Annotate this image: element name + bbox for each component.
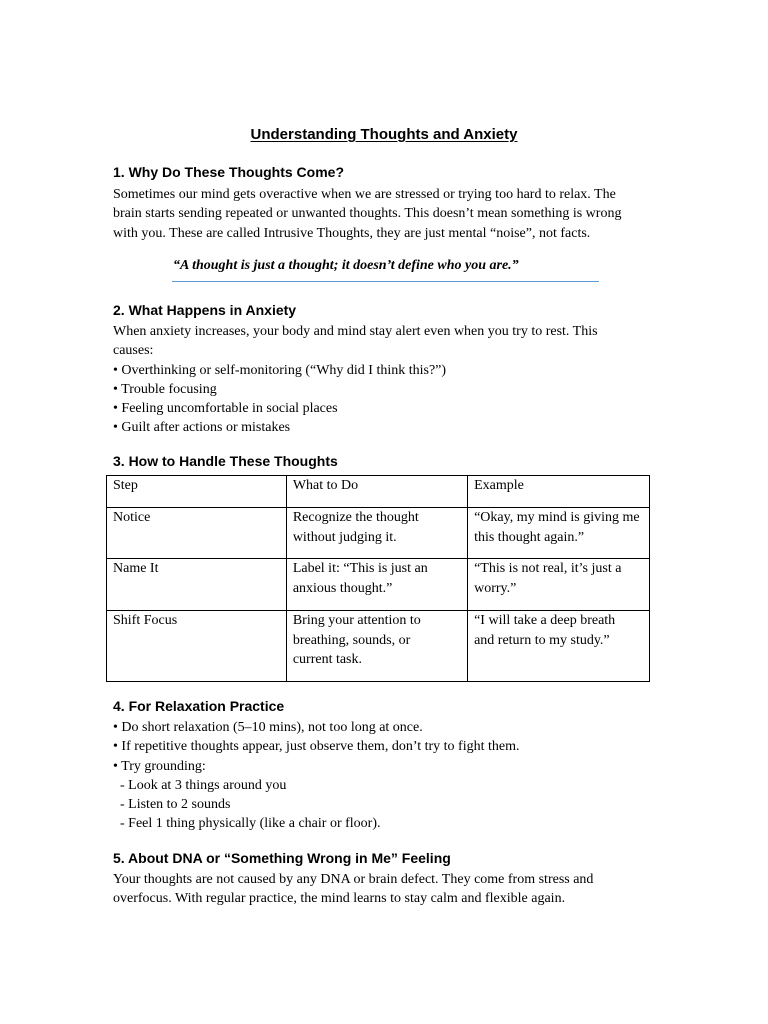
sub-item: - Listen to 2 sounds [113,797,231,813]
section-4-heading: 4. For Relaxation Practice [113,698,285,714]
section-4-list [113,718,658,834]
bullet-item: • Trouble focusing [113,381,217,397]
cell-text: and return to my study.” [474,632,610,648]
table-row [107,508,650,559]
bullet-item: • If repetitive thoughts appear, just observe them, don’t try to fight them. [113,739,520,755]
table-header-cell [107,476,287,508]
section-2-line: causes: [113,343,154,359]
cell-text: Shift Focus [113,613,178,628]
cell-text: Recognize the thought [292,510,419,525]
section-2-line: When anxiety increases, your body and mind stay alert even when you try to rest. This [113,324,598,339]
cell-text: Name It [113,561,159,576]
section-1-heading: 1. Why Do These Thoughts Come? [113,164,345,180]
table-header-row [107,476,650,508]
cell-text: Label it: “This is just an [292,561,428,576]
steps-table [106,475,650,682]
cell-text: anxious thought.” [292,580,393,596]
sub-item: - Feel 1 thing physically (like a chair or floor). [113,816,381,832]
bullet-item: • Try grounding: [113,758,206,774]
cell-text: Notice [113,510,151,525]
cell-text: breathing, sounds, or [292,632,411,648]
section-5-line: Your thoughts are not caused by any DNA or brain defect. They come from stress and [113,872,594,887]
bullet-item: • Overthinking or self-monitoring (“Why did I think this?”) [113,362,447,378]
section-2-paragraph [113,322,658,438]
table-row [107,559,650,611]
table-cell [107,611,287,682]
table-cell [468,559,650,611]
quote-underline-rule [172,281,599,282]
table-header-text: Example [474,478,524,493]
cell-text: Bring your attention to [292,613,421,628]
section-1-line: Sometimes our mind gets overactive when we are stressed or trying too hard to relax. The [113,187,616,202]
table-cell [286,611,467,682]
table-cell [468,611,650,682]
pull-quote: “A thought is just a thought; it doesn’t define who you are.” [173,258,519,273]
bullet-item: • Guilt after actions or mistakes [113,420,291,436]
document-title [0,124,768,146]
table-cell [468,508,650,559]
cell-text: without judging it. [292,529,397,545]
bullet-item: • Feeling uncomfortable in social places [113,401,338,417]
table-header-text: What to Do [292,478,359,493]
sub-item: - Look at 3 things around you [113,777,287,793]
section-5-paragraph [113,870,658,909]
cell-text: “This is not real, it’s just a [474,561,622,576]
table-row [107,611,650,682]
table-header-cell [468,476,650,508]
section-3-heading: 3. How to Handle These Thoughts [113,453,338,469]
section-1-paragraph [113,185,658,243]
section-1-line: with you. These are called Intrusive Thoughts, they are just mental “noise”, not facts. [113,225,591,241]
bullet-item: • Do short relaxation (5–10 mins), not too long at once. [113,720,423,735]
table-cell [107,508,287,559]
table-cell [107,559,287,611]
cell-text: this thought again.” [474,529,585,545]
section-2-heading: 2. What Happens in Anxiety [113,302,297,318]
table-header-text: Step [113,478,138,493]
cell-text: “I will take a deep breath [474,613,616,628]
section-1-line: brain starts sending repeated or unwanted thoughts. This doesn’t mean something is wrong [113,206,622,222]
table-header-cell [286,476,467,508]
section-5-heading: 5. About DNA or “Something Wrong in Me” Feeling [113,850,451,866]
table-cell [286,559,467,611]
section-5-line: overfocus. With regular practice, the mind learns to stay calm and flexible again. [113,891,566,907]
table-cell [286,508,467,559]
cell-text: worry.” [474,580,517,596]
document-title-text: Understanding Thoughts and Anxiety [250,126,518,143]
cell-text: “Okay, my mind is giving me [474,510,640,525]
cell-text: current task. [292,652,363,667]
